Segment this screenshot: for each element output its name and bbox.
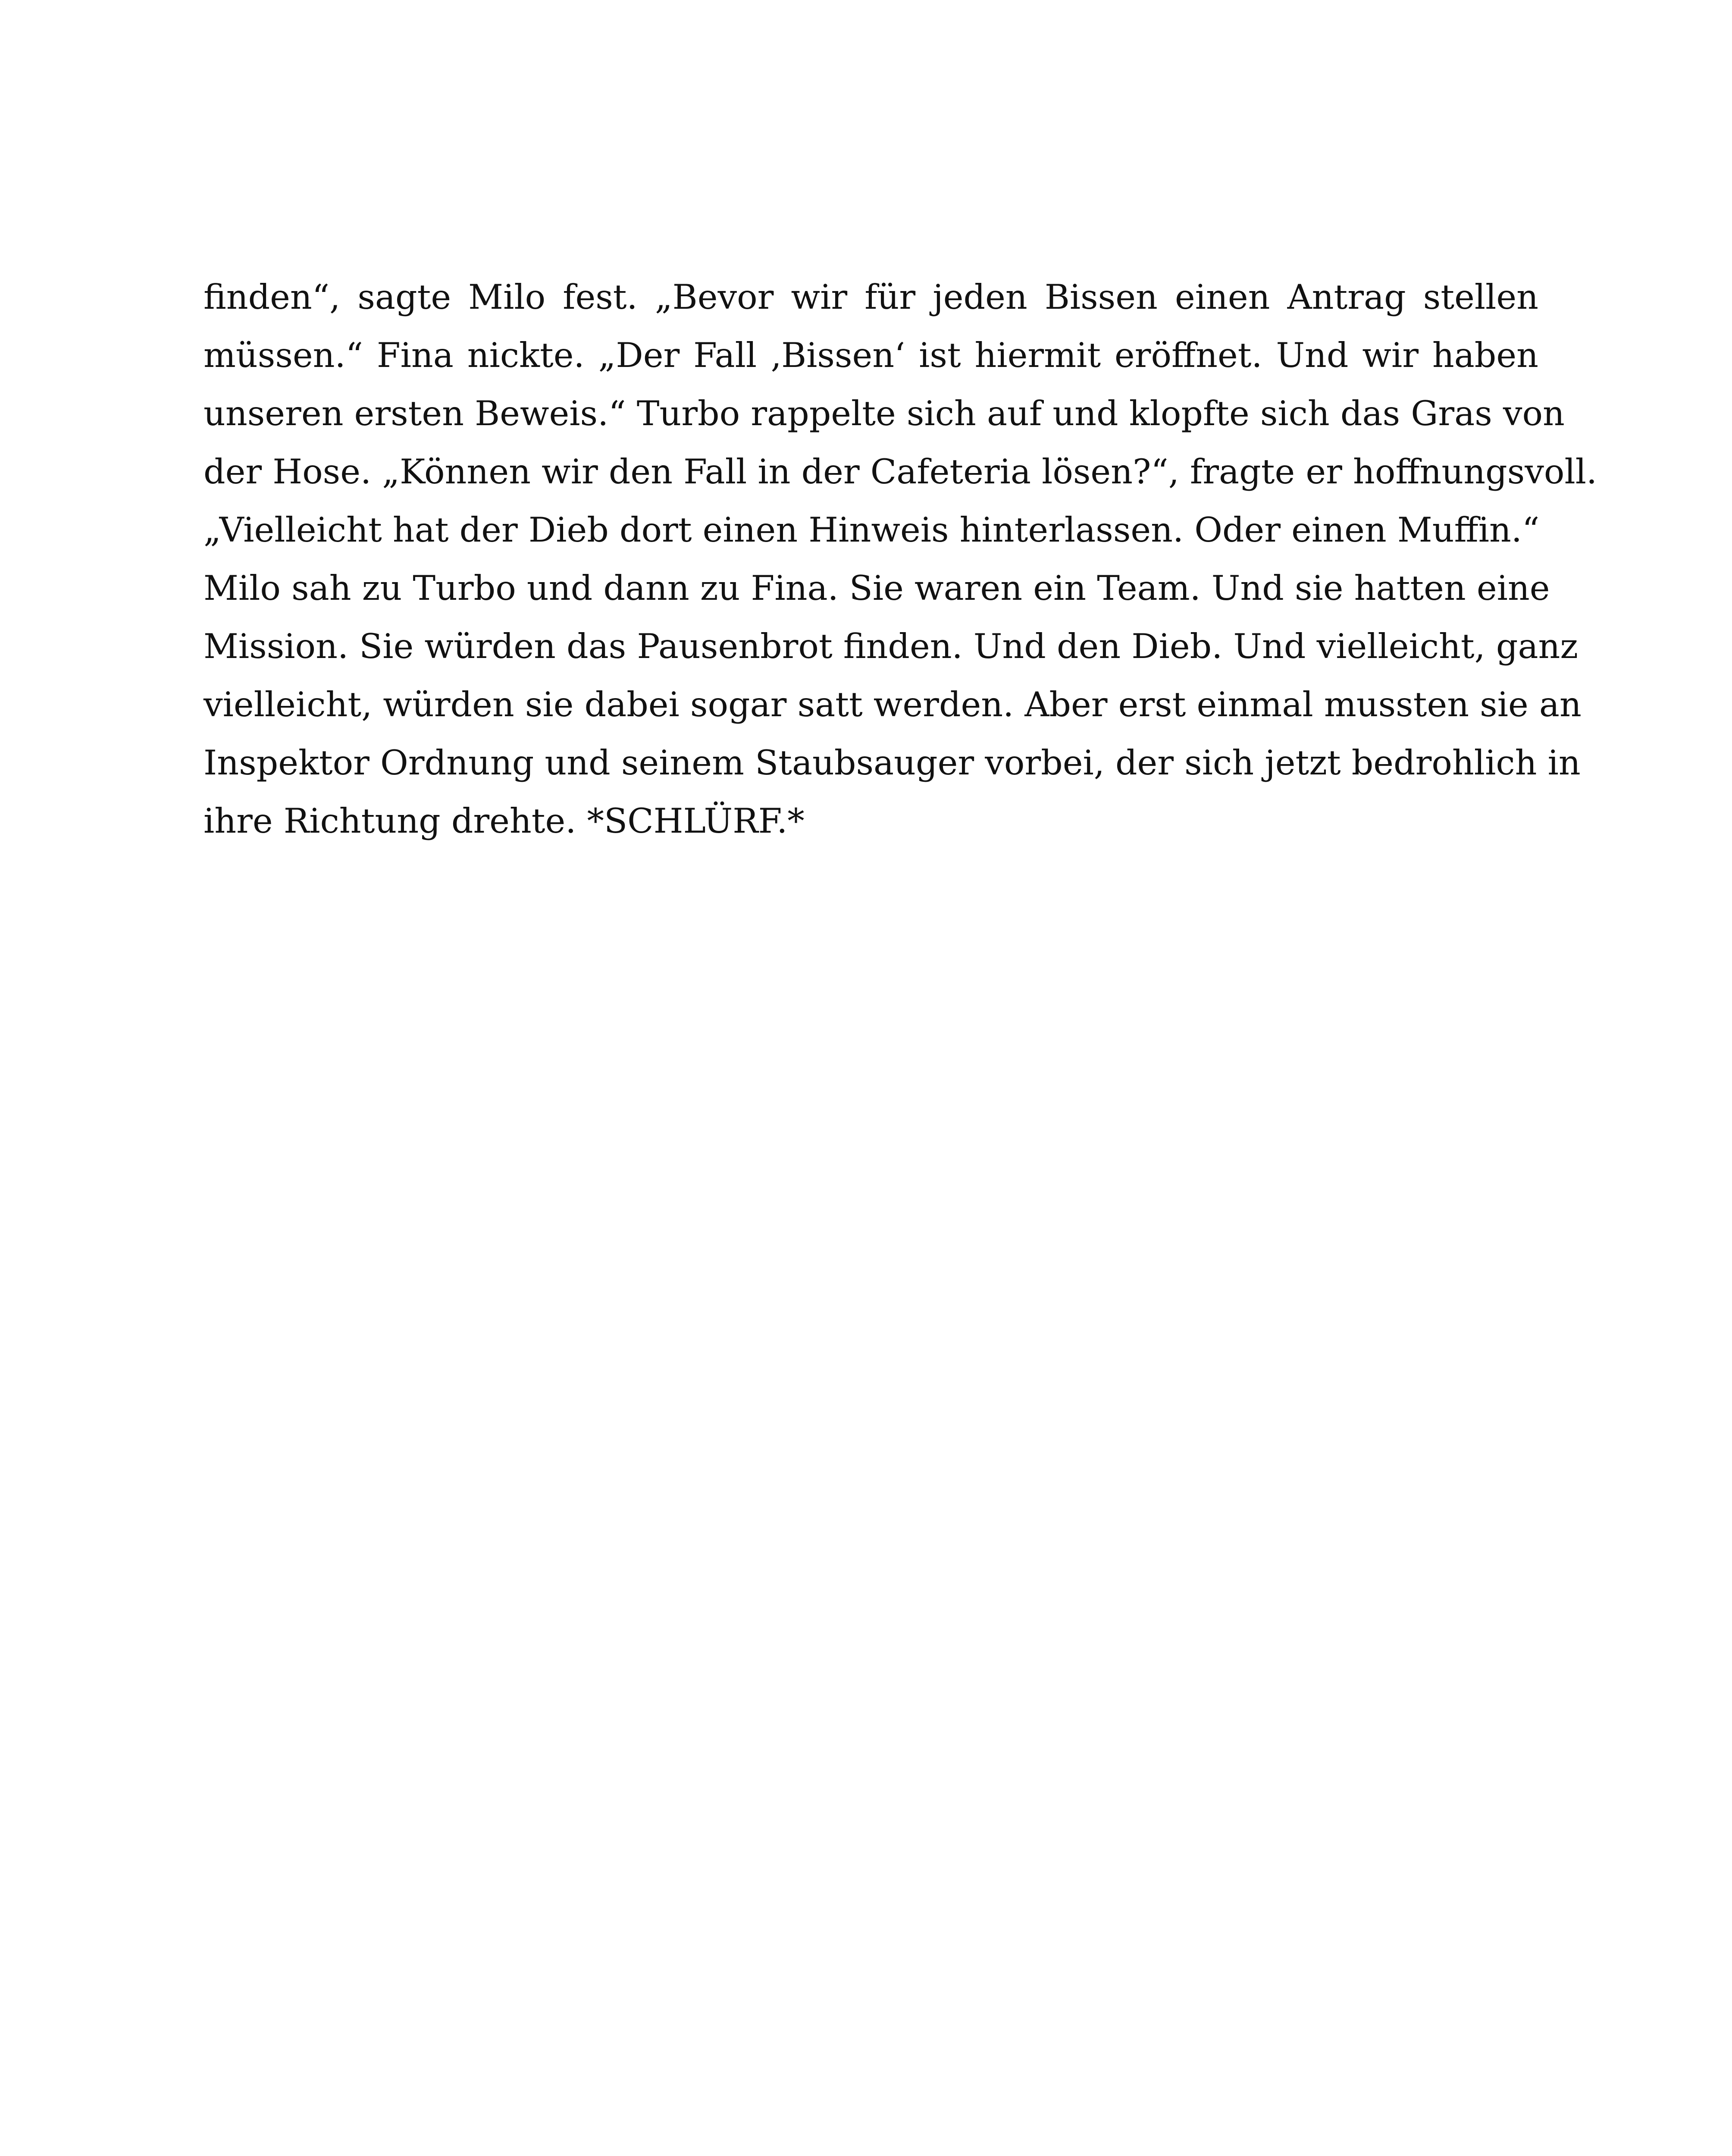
text-line: „Vielleicht hat der Dieb dort einen Hinweis hinterlassen. Oder einen Muffin.“ <box>204 510 1540 550</box>
text-line: Mission. Sie würden das Pausenbrot finden. Und den Dieb. Und vielleicht, ganz <box>204 627 1579 666</box>
text-line: finden“, sagte Milo fest. „Bevor wir für jeden Bissen einen Antrag stellen <box>204 277 1538 317</box>
text-line: unseren ersten Beweis.“ Turbo rappelte sich auf und klopfte sich das Gras von <box>204 394 1565 433</box>
text-line: müssen.“ Fina nickte. „Der Fall ‚Bissen‘ ist hiermit eröffnet. Und wir haben <box>204 335 1538 375</box>
text-line: Milo sah zu Turbo und dann zu Fina. Sie waren ein Team. Und sie hatten eine <box>204 568 1550 608</box>
text-line: vielleicht, würden sie dabei sogar satt werden. Aber erst einmal mussten sie an <box>204 685 1582 724</box>
text-line: Inspektor Ordnung und seinem Staubsauger vorbei, der sich jetzt bedrohlich in <box>204 743 1581 783</box>
body-paragraph <box>204 268 1597 850</box>
text-line: ihre Richtung drehte. *SCHLÜRF.* <box>204 801 805 841</box>
text-line: der Hose. „Können wir den Fall in der Cafeteria lösen?“, fragte er hoffnungsvoll. <box>204 452 1597 492</box>
